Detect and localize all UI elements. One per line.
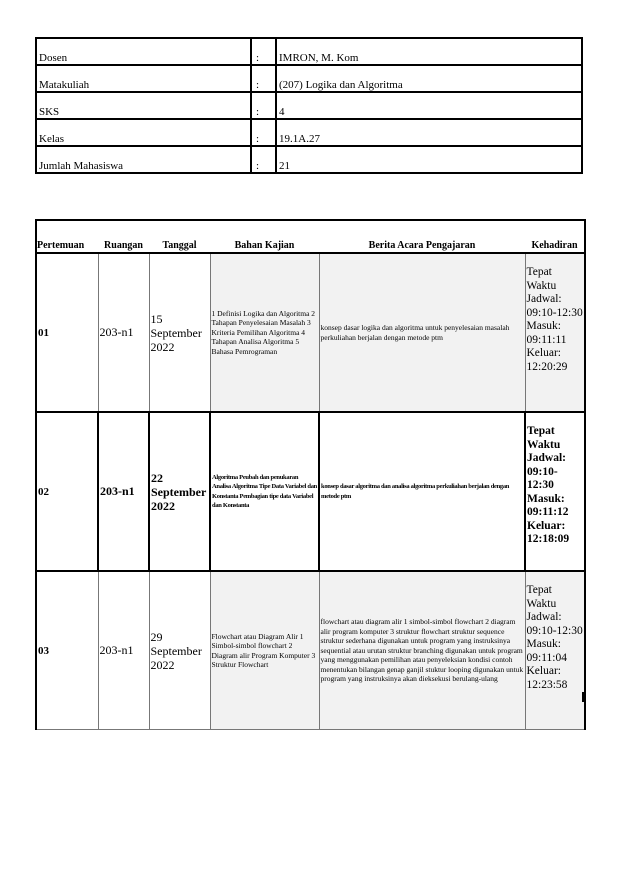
schedule-table xyxy=(35,219,586,730)
info-row-jumlah-mahasiswa xyxy=(36,146,582,173)
info-value: IMRON, M. Kom xyxy=(276,38,582,65)
info-label: SKS xyxy=(36,92,251,119)
header-ruangan: Ruangan xyxy=(98,220,149,253)
header-pertemuan: Pertemuan xyxy=(36,220,98,253)
cell-berita-acara: konsep dasar logika dan algoritma untuk penyelesaian masalah perkuliahan berjalan dengan metode ptm xyxy=(319,253,525,412)
cell-pertemuan: 01 xyxy=(36,253,98,412)
info-value: 21 xyxy=(276,146,582,173)
info-value: 4 xyxy=(276,92,582,119)
course-info-table xyxy=(35,37,583,174)
table-row xyxy=(36,253,585,412)
cell-ruangan: 203-n1 xyxy=(98,412,149,571)
table-row xyxy=(36,571,585,730)
info-row-sks xyxy=(36,92,582,119)
cell-kehadiran: Tepat Waktu Jadwal: 09:10-12:30 Masuk: 09:11:04 Keluar: 12:23:58 xyxy=(525,571,585,730)
info-separator: : xyxy=(251,92,276,119)
info-value: 19.1A.27 xyxy=(276,119,582,146)
info-row-matakuliah xyxy=(36,65,582,92)
cell-berita-acara: flowchart atau diagram alir 1 simbol-simbol flowchart 2 diagram alir program komputer 3 struktur flowchart struktur sequence struktur sederhana digunakan untuk program yang instruksinya sequential atau urutan struktur branching digunakan untuk program yang menggunakan pemilihan atau penyeleksian kondisi contoh menentukan bilangan genap ganjil stuktur looping digunakan untuk program yang instruksinya akan dieksekusi berulang-ulang xyxy=(319,571,525,730)
cell-ruangan: 203-n1 xyxy=(98,253,149,412)
cell-kehadiran: Tepat Waktu Jadwal: 09:10-12:30 Masuk: 09:11:11 Keluar: 12:20:29 xyxy=(525,253,585,412)
cell-pertemuan: 02 xyxy=(36,412,98,571)
header-berita-acara: Berita Acara Pengajaran xyxy=(319,220,525,253)
cell-bahan-kajian: 1 Definisi Logika dan Algoritma 2 Tahapan Penyelesaian Masalah 3 Kriteria Pemilihan Algoritma 4 Tahapan Analisa Algoritma 5 Bahasa Pemrograman xyxy=(210,253,319,412)
table-continuation xyxy=(35,692,584,702)
info-separator: : xyxy=(251,119,276,146)
info-label: Dosen xyxy=(36,38,251,65)
cell-bahan-kajian: Flowchart atau Diagram Alir 1 Simbol-simbol flowchart 2 Diagram alir Program Komputer 3 Struktur Flowchart xyxy=(210,571,319,730)
info-value: (207) Logika dan Algoritma xyxy=(276,65,582,92)
info-label: Matakuliah xyxy=(36,65,251,92)
schedule-header-row xyxy=(36,220,585,253)
cell-pertemuan: 03 xyxy=(36,571,98,730)
cell-berita-acara: konsep dasar algoritma dan analisa algoritma perkuliahan berjalan dengan metode ptm xyxy=(319,412,525,571)
info-separator: : xyxy=(251,38,276,65)
header-bahan-kajian: Bahan Kajian xyxy=(210,220,319,253)
cell-ruangan: 203-n1 xyxy=(98,571,149,730)
header-kehadiran: Kehadiran xyxy=(525,220,585,253)
cell-bahan-kajian: Algoritma Peubah dan penukaran Analisa Algoritma Tipe Data Variabel dan Konstanta Pembagian tipe data Variabel dan Konstanta xyxy=(210,412,319,571)
info-separator: : xyxy=(251,65,276,92)
info-label: Kelas xyxy=(36,119,251,146)
cell-tanggal: 22 September 2022 xyxy=(149,412,210,571)
info-label: Jumlah Mahasiswa xyxy=(36,146,251,173)
info-row-dosen xyxy=(36,38,582,65)
cell-kehadiran: Tepat Waktu Jadwal: 09:10-12:30 Masuk: 09:11:12 Keluar: 12:18:09 xyxy=(525,412,585,571)
info-separator: : xyxy=(251,146,276,173)
header-tanggal: Tanggal xyxy=(149,220,210,253)
cell-tanggal: 29 September 2022 xyxy=(149,571,210,730)
table-row xyxy=(36,412,585,571)
info-row-kelas xyxy=(36,119,582,146)
cell-tanggal: 15 September 2022 xyxy=(149,253,210,412)
